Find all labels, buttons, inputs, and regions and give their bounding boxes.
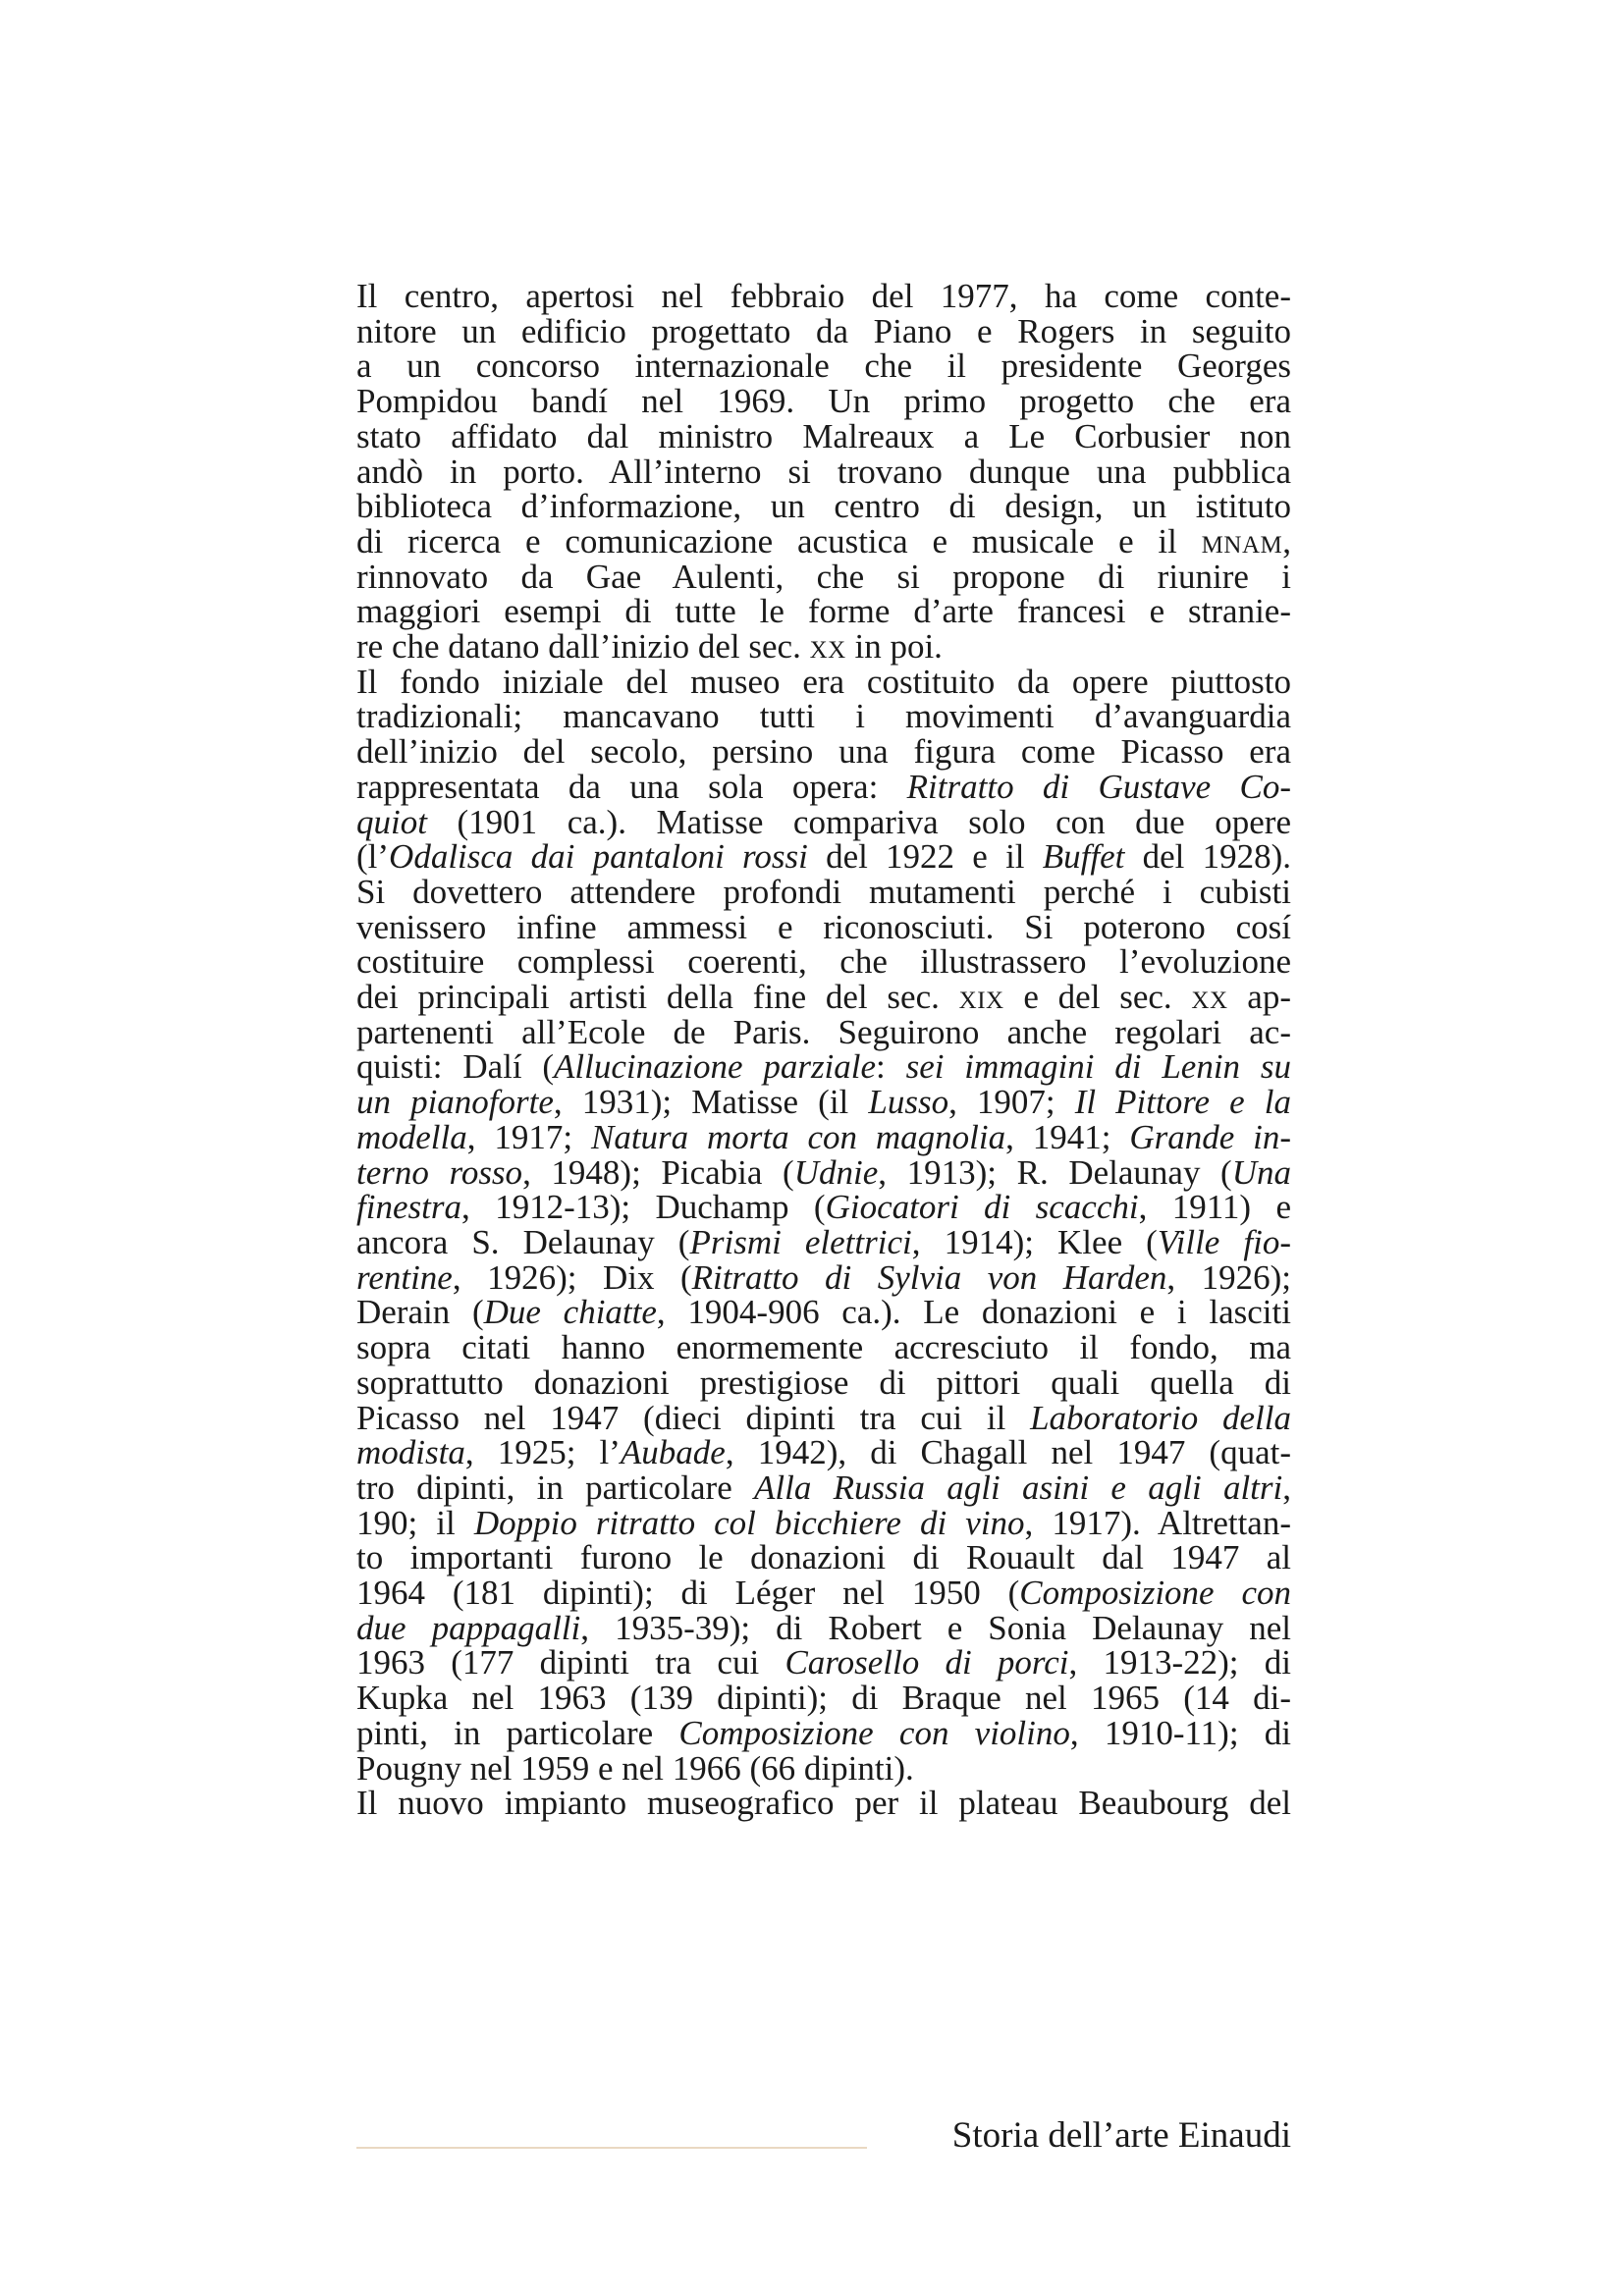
text-line bbox=[356, 1470, 1291, 1506]
italic-title: Buffet bbox=[1042, 837, 1125, 877]
text-line bbox=[356, 839, 1291, 875]
text-line bbox=[356, 1575, 1291, 1611]
text-segment: in poi. bbox=[845, 627, 943, 667]
text-line bbox=[356, 1398, 1291, 1437]
text-segment: del 1922 e il bbox=[807, 837, 1043, 877]
text-segment: venissero infine ammessi e riconosciuti. Si poterono cosí bbox=[356, 907, 1291, 946]
text-segment: : bbox=[876, 1047, 906, 1087]
italic-title: Ville fio- bbox=[1157, 1222, 1292, 1261]
text-segment: , 1913-22); di bbox=[1068, 1643, 1291, 1682]
text-segment: 1964 (181 dipinti); di Léger nel 1950 ( bbox=[356, 1574, 1020, 1613]
text-segment: tradizionali; mancavano tutti i movimenti d’avanguardia bbox=[356, 697, 1291, 736]
text-segment: , 1914); Klee ( bbox=[911, 1222, 1158, 1261]
text-line bbox=[356, 311, 1291, 350]
text-line bbox=[356, 1330, 1291, 1365]
italic-title: Laboratorio della bbox=[1030, 1398, 1291, 1437]
text-segment: Si dovettero attendere profondi mutamenti perché i cubisti bbox=[356, 872, 1291, 911]
text-line bbox=[356, 1362, 1291, 1402]
text-segment: pinti, in particolare bbox=[356, 1713, 679, 1752]
italic-title: Udnie bbox=[793, 1152, 879, 1192]
text-segment: , 1911) e bbox=[1138, 1188, 1291, 1227]
text-line bbox=[356, 1713, 1291, 1752]
italic-title: terno rosso bbox=[356, 1152, 523, 1192]
text-segment: , 1935-39); di Robert e Sonia Delaunay nel bbox=[580, 1608, 1291, 1647]
text-line bbox=[356, 629, 1291, 665]
small-caps-text: xx bbox=[809, 627, 846, 667]
italic-title: modista bbox=[356, 1433, 465, 1472]
text-line bbox=[356, 557, 1291, 596]
italic-title: Odalisca dai pantaloni rossi bbox=[389, 837, 808, 877]
italic-title: Allucinazione parziale bbox=[554, 1047, 877, 1087]
text-segment: (l’ bbox=[356, 837, 390, 877]
text-segment: 1963 (177 dipinti tra cui bbox=[356, 1643, 785, 1682]
italic-title: Aubade bbox=[620, 1433, 726, 1472]
text-segment: sopra citati hanno enormemente accresciuto il fondo, ma bbox=[356, 1328, 1291, 1367]
text-line bbox=[356, 662, 1291, 701]
footer-rule bbox=[356, 2147, 867, 2149]
italic-title: finestra bbox=[356, 1188, 461, 1227]
text-line bbox=[356, 1786, 1291, 1821]
italic-title: quiot bbox=[356, 802, 427, 841]
italic-title: Alla Russia agli asini e agli altri bbox=[754, 1468, 1283, 1507]
italic-title: Carosello di porci bbox=[784, 1643, 1069, 1682]
italic-title: Lusso bbox=[868, 1083, 949, 1122]
text-line bbox=[356, 416, 1291, 455]
text-segment: Il fondo iniziale del museo era costituito da opere piuttosto bbox=[356, 662, 1291, 701]
text-line bbox=[356, 1190, 1291, 1225]
text-line bbox=[356, 1085, 1291, 1120]
text-segment: nitore un edificio progettato da Piano e Rogers in seguito bbox=[356, 311, 1291, 350]
text-segment: , 1917; bbox=[466, 1117, 591, 1156]
text-segment: maggiori esempi di tutte le forme d’arte francesi e stranie- bbox=[356, 592, 1291, 631]
text-segment: di ricerca e comunicazione acustica e musicale e il bbox=[356, 521, 1202, 561]
text-segment: costituire complessi coerenti, che illustrassero l’evoluzione bbox=[356, 942, 1291, 982]
text-segment: Pompidou bandí nel 1969. Un primo progetto che era bbox=[356, 382, 1291, 421]
small-caps-text: xx bbox=[1191, 978, 1228, 1017]
italic-title: Ritratto di Gustave Co- bbox=[906, 767, 1292, 806]
text-segment: , 1912-13); Duchamp ( bbox=[460, 1188, 826, 1227]
text-segment: , 1926); bbox=[1166, 1257, 1291, 1297]
text-line bbox=[356, 1645, 1291, 1681]
italic-title: Doppio ritratto col bicchiere di vino bbox=[473, 1503, 1025, 1542]
text-segment: dell’inizio del secolo, persino una figura come Picasso era bbox=[356, 732, 1291, 772]
text-segment: , 1948); Picabia ( bbox=[522, 1152, 794, 1192]
text-segment: biblioteca d’informazione, un centro di design, un istituto bbox=[356, 487, 1291, 526]
text-segment: Picasso nel 1947 (dieci dipinti tra cui il bbox=[356, 1398, 1031, 1437]
text-segment: , 1941; bbox=[1005, 1117, 1130, 1156]
text-line bbox=[356, 1049, 1291, 1085]
text-segment: Derain ( bbox=[356, 1293, 484, 1332]
text-line bbox=[356, 699, 1291, 734]
text-line bbox=[356, 980, 1291, 1015]
text-segment: , 1904-906 ca.). Le donazioni e i lasciti bbox=[656, 1293, 1291, 1332]
text-segment: 190; il bbox=[356, 1503, 474, 1542]
footer-title: Storia dell’arte Einaudi bbox=[951, 2115, 1291, 2156]
text-line bbox=[356, 1608, 1291, 1647]
text-segment: rinnovato da Gae Aulenti, che si propone di riunire i bbox=[356, 557, 1291, 596]
text-line bbox=[356, 1295, 1291, 1330]
text-segment: ap- bbox=[1227, 978, 1291, 1017]
text-segment: soprattutto donazioni prestigiose di pittori quali quella di bbox=[356, 1362, 1291, 1402]
italic-title: Due chiatte bbox=[483, 1293, 657, 1332]
italic-title: due pappagalli bbox=[356, 1608, 581, 1647]
text-segment: del 1928). bbox=[1124, 837, 1291, 877]
text-segment: (1901 ca.). Matisse compariva solo con due opere bbox=[426, 802, 1291, 841]
text-segment: Il nuovo impianto museografico per il plateau Beaubourg del bbox=[356, 1784, 1291, 1823]
text-segment: dei principali artisti della fine del sec. bbox=[356, 978, 959, 1017]
text-segment: , 1917). Altrettan- bbox=[1024, 1503, 1291, 1542]
text-line bbox=[356, 594, 1291, 629]
text-line bbox=[356, 1257, 1291, 1297]
text-line bbox=[356, 1748, 1291, 1788]
body-text bbox=[356, 279, 1291, 1821]
italic-title: sei immagini di Lenin su bbox=[905, 1047, 1291, 1087]
text-line bbox=[356, 1435, 1291, 1470]
text-segment: tro dipinti, in particolare bbox=[356, 1468, 755, 1507]
italic-title: Il Pittore e la bbox=[1074, 1083, 1292, 1122]
text-line bbox=[356, 521, 1291, 561]
text-segment: partenenti all’Ecole de Paris. Seguirono anche regolari ac- bbox=[356, 1012, 1291, 1051]
text-line bbox=[356, 489, 1291, 524]
text-segment: , 1931); Matisse (il bbox=[553, 1083, 869, 1122]
text-segment: ancora S. Delaunay ( bbox=[356, 1222, 690, 1261]
italic-title: Composizione con violino bbox=[678, 1713, 1070, 1752]
small-caps-text: xix bbox=[958, 978, 1004, 1017]
text-segment: Il centro, apertosi nel febbraio del 1977, ha come conte- bbox=[356, 277, 1291, 315]
text-segment: , 1942), di Chagall nel 1947 (quat- bbox=[725, 1433, 1291, 1472]
text-segment: , 1907; bbox=[948, 1083, 1075, 1122]
text-segment: re che datano dall’inizio del sec. bbox=[356, 627, 810, 667]
text-line bbox=[356, 1012, 1291, 1051]
text-segment: quisti: Dalí ( bbox=[356, 1047, 555, 1087]
text-line bbox=[356, 907, 1291, 946]
text-line bbox=[356, 1117, 1291, 1156]
text-segment: a un concorso internazionale che il presidente Georges bbox=[356, 347, 1291, 386]
text-segment: , 1913); R. Delaunay ( bbox=[878, 1152, 1232, 1192]
italic-title: Grande in- bbox=[1129, 1117, 1291, 1156]
text-line bbox=[356, 1152, 1291, 1192]
text-line bbox=[356, 384, 1291, 419]
text-segment: to importanti furono le donazioni di Rouault dal 1947 al bbox=[356, 1538, 1291, 1577]
italic-title: Composizione con bbox=[1019, 1574, 1291, 1613]
text-segment: Pougny nel 1959 e nel 1966 (66 dipinti). bbox=[356, 1748, 914, 1788]
text-line bbox=[356, 872, 1291, 911]
text-segment: , bbox=[1282, 521, 1291, 561]
text-line bbox=[356, 802, 1291, 841]
text-segment: rappresentata da una sola opera: bbox=[356, 767, 907, 806]
text-line bbox=[356, 1540, 1291, 1575]
italic-title: Una bbox=[1231, 1152, 1291, 1192]
text-segment: , 1926); Dix ( bbox=[452, 1257, 692, 1297]
italic-title: Prismi elettrici bbox=[689, 1222, 912, 1261]
text-line bbox=[356, 1681, 1291, 1716]
text-line bbox=[356, 767, 1292, 806]
italic-title: modella bbox=[356, 1117, 467, 1156]
text-line bbox=[356, 1222, 1292, 1261]
text-line bbox=[356, 734, 1291, 770]
italic-title: un pianoforte bbox=[356, 1083, 554, 1122]
italic-title: Giocatori di scacchi bbox=[825, 1188, 1139, 1227]
text-segment: e del sec. bbox=[1003, 978, 1192, 1017]
text-segment: , 1925; l’ bbox=[464, 1433, 621, 1472]
italic-title: Natura morta con magnolia bbox=[590, 1117, 1006, 1156]
text-segment: , 1910-11); di bbox=[1069, 1713, 1291, 1752]
small-caps-text: mnam bbox=[1201, 521, 1283, 561]
text-segment: andò in porto. All’interno si trovano dunque una pubblica bbox=[356, 452, 1291, 491]
text-segment: Kupka nel 1963 (139 dipinti); di Braque nel 1965 (14 di- bbox=[356, 1679, 1291, 1718]
italic-title: Ritratto di Sylvia von Harden bbox=[691, 1257, 1167, 1297]
text-line bbox=[356, 454, 1291, 490]
text-line bbox=[356, 279, 1291, 314]
text-line bbox=[356, 1503, 1291, 1542]
italic-title: rentine bbox=[356, 1257, 453, 1297]
text-line bbox=[356, 944, 1291, 980]
text-line bbox=[356, 348, 1291, 384]
text-segment: , bbox=[1282, 1468, 1292, 1507]
text-segment: stato affidato dal ministro Malreaux a Le Corbusier non bbox=[356, 416, 1291, 455]
